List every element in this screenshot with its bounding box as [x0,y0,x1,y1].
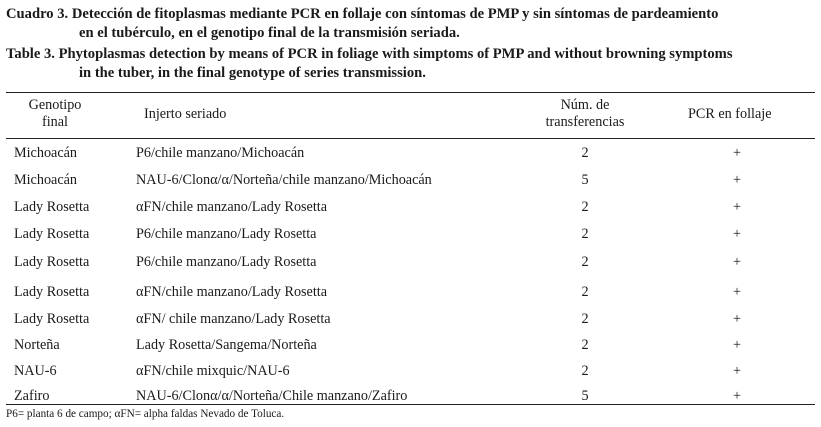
cell-pcr: + [732,226,741,242]
table-header-rule [6,138,815,139]
header-pcr: PCR en follaje [688,106,772,122]
caption-english [6,45,733,83]
cell-injerto: αFN/chile manzano/Lady Rosetta [136,284,328,300]
cell-pcr: + [732,172,741,188]
cell-num: 2 [581,337,589,353]
cell-pcr: + [732,145,741,161]
cell-genotipo: Lady Rosetta [14,254,90,270]
cell-genotipo: Michoacán [14,145,78,161]
caption-es-line1: Detección de fitoplasmas mediante PCR en follaje con síntomas de PMP y sin síntomas de pardeamiento [71,6,719,22]
caption-en-label: Table 3. [6,46,55,62]
table-row [0,199,821,225]
cell-genotipo: Lady Rosetta [14,311,90,327]
cell-injerto: NAU-6/Clonα/α/Norteña/chile manzano/Michoacán [136,172,432,188]
cell-num: 2 [581,145,589,161]
cell-genotipo: Lady Rosetta [14,199,90,215]
cell-genotipo: Michoacán [14,172,78,188]
table-row [0,311,821,337]
table-top-rule [6,92,815,93]
table-row [0,226,821,252]
cell-injerto: P6/chile manzano/Lady Rosetta [136,254,317,270]
caption-es-label: Cuadro 3. [6,6,69,22]
cell-pcr: + [732,363,741,379]
header-injerto: Injerto seriado [144,106,227,122]
header-num-transferencias [530,97,640,131]
cell-pcr: + [732,388,741,404]
cell-injerto: P6/chile manzano/Lady Rosetta [136,226,317,242]
header-num-line1: Núm. de [560,97,610,113]
cell-pcr: + [732,284,741,300]
table-bottom-rule [6,404,815,405]
caption-en-line1: Phytoplasmas detection by means of PCR in foliage with simptoms of PMP and without browning symptoms [58,46,733,62]
caption-spanish [6,5,718,43]
cell-num: 5 [581,388,589,404]
cell-num: 2 [581,284,589,300]
cell-injerto: Lady Rosetta/Sangema/Norteña [136,337,317,353]
cell-num: 2 [581,199,589,215]
header-genotipo-line2: final [42,114,68,130]
table-row [0,172,821,198]
cell-injerto: αFN/chile mixquic/NAU-6 [136,363,290,379]
table-row [0,284,821,310]
cell-pcr: + [732,254,741,270]
cell-pcr: + [732,199,741,215]
cell-num: 2 [581,226,589,242]
caption-en-line2: in the tuber, in the final genotype of series transmission. [79,65,426,81]
cell-injerto: αFN/chile manzano/Lady Rosetta [136,199,328,215]
cell-pcr: + [732,337,741,353]
cell-num: 2 [581,254,589,270]
header-genotipo [20,97,90,131]
table-row [0,363,821,389]
cell-genotipo: Norteña [14,337,60,353]
table-row [0,145,821,171]
cell-num: 2 [581,311,589,327]
cell-genotipo: NAU-6 [14,363,57,379]
cell-num: 2 [581,363,589,379]
cell-injerto: P6/chile manzano/Michoacán [136,145,305,161]
caption-es-line2: en el tubérculo, en el genotipo final de la transmisión seriada. [79,25,460,41]
header-num-line2: transferencias [545,114,625,130]
cell-num: 5 [581,172,589,188]
cell-genotipo: Zafiro [14,388,50,404]
cell-genotipo: Lady Rosetta [14,284,90,300]
table-row [0,254,821,280]
cell-genotipo: Lady Rosetta [14,226,90,242]
cell-injerto: NAU-6/Clonα/α/Norteña/Chile manzano/Zafiro [136,388,408,404]
table-footnote: P6= planta 6 de campo; αFN= alpha faldas Nevado de Toluca. [6,408,285,420]
cell-pcr: + [732,311,741,327]
table-row [0,337,821,363]
header-genotipo-line1: Genotipo [28,97,82,113]
cell-injerto: αFN/ chile manzano/Lady Rosetta [136,311,331,327]
